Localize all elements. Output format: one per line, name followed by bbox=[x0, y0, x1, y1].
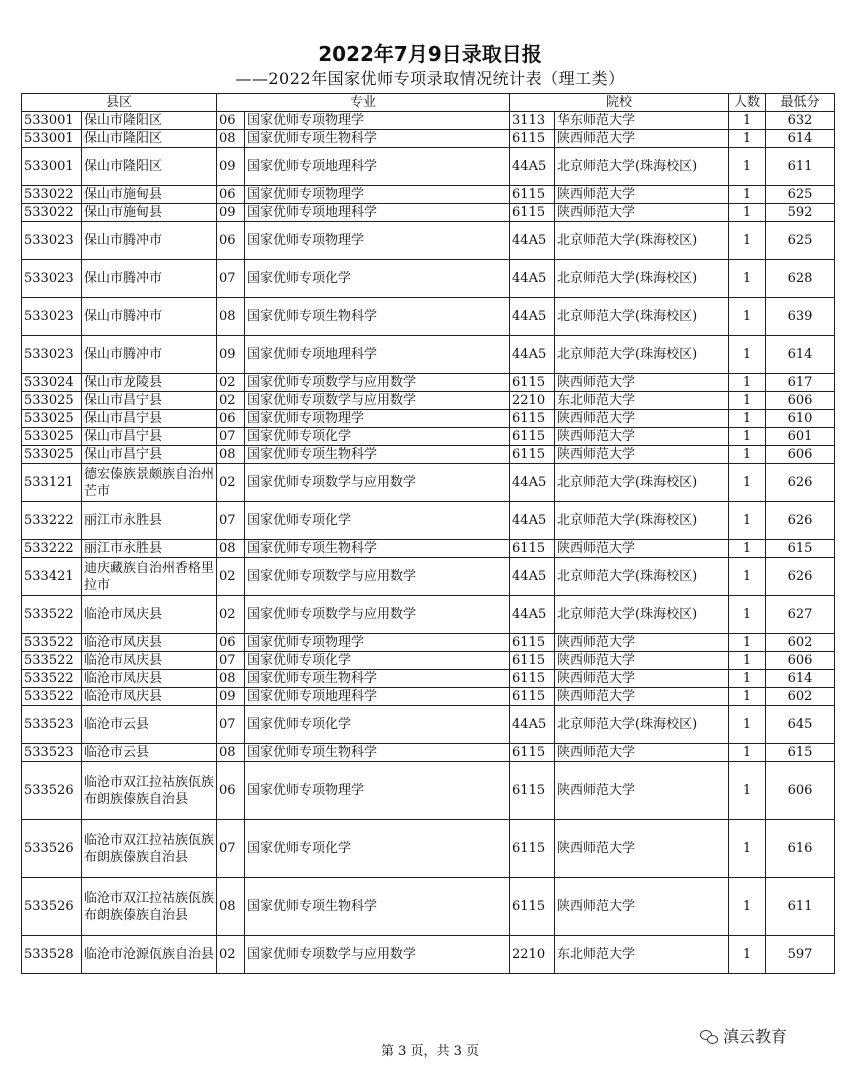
county-name-cell: 保山市昌宁县 bbox=[82, 446, 217, 464]
county-name-cell: 临沧市沧源佤族自治县 bbox=[82, 936, 217, 974]
major-name-cell: 国家优师专项物理学 bbox=[245, 634, 510, 652]
admitted-count-cell: 1 bbox=[729, 744, 766, 762]
county-name-cell: 临沧市凤庆县 bbox=[82, 652, 217, 670]
school-name-cell: 陕西师范大学 bbox=[555, 428, 729, 446]
major-code-cell: 09 bbox=[217, 148, 245, 186]
school-code-cell: 6115 bbox=[510, 186, 555, 204]
table-row bbox=[22, 936, 835, 974]
min-score-cell: 606 bbox=[766, 392, 835, 410]
min-score-cell: 615 bbox=[766, 744, 835, 762]
school-name-cell: 陕西师范大学 bbox=[555, 186, 729, 204]
county-name-cell: 保山市腾冲市 bbox=[82, 222, 217, 260]
county-code-cell: 533522 bbox=[22, 670, 82, 688]
table-row bbox=[22, 260, 835, 298]
county-code-cell: 533526 bbox=[22, 762, 82, 820]
admitted-count-cell: 1 bbox=[729, 464, 766, 502]
major-code-cell: 08 bbox=[217, 670, 245, 688]
school-code-cell: 6115 bbox=[510, 130, 555, 148]
table-row bbox=[22, 878, 835, 936]
major-code-cell: 02 bbox=[217, 596, 245, 634]
major-code-cell: 02 bbox=[217, 374, 245, 392]
county-name-cell: 保山市昌宁县 bbox=[82, 428, 217, 446]
major-code-cell: 07 bbox=[217, 652, 245, 670]
table-row bbox=[22, 820, 835, 878]
county-code-cell: 533024 bbox=[22, 374, 82, 392]
major-code-cell: 06 bbox=[217, 634, 245, 652]
min-score-cell: 628 bbox=[766, 260, 835, 298]
county-name-cell: 保山市施甸县 bbox=[82, 204, 217, 222]
admitted-count-cell: 1 bbox=[729, 392, 766, 410]
major-name-cell: 国家优师专项数学与应用数学 bbox=[245, 558, 510, 596]
table-row bbox=[22, 744, 835, 762]
major-name-cell: 国家优师专项数学与应用数学 bbox=[245, 374, 510, 392]
table-row bbox=[22, 336, 835, 374]
county-code-cell: 533523 bbox=[22, 706, 82, 744]
watermark-text: 滇云教育 bbox=[723, 1027, 788, 1046]
school-code-cell: 6115 bbox=[510, 540, 555, 558]
min-score-cell: 606 bbox=[766, 446, 835, 464]
admitted-count-cell: 1 bbox=[729, 260, 766, 298]
table-row bbox=[22, 204, 835, 222]
school-name-cell: 陕西师范大学 bbox=[555, 820, 729, 878]
major-name-cell: 国家优师专项生物科学 bbox=[245, 130, 510, 148]
min-score-cell: 625 bbox=[766, 186, 835, 204]
table-row bbox=[22, 298, 835, 336]
school-name-cell: 陕西师范大学 bbox=[555, 540, 729, 558]
county-name-cell: 保山市施甸县 bbox=[82, 186, 217, 204]
school-code-cell: 44A5 bbox=[510, 596, 555, 634]
admitted-count-cell: 1 bbox=[729, 374, 766, 392]
major-code-cell: 08 bbox=[217, 540, 245, 558]
account-watermark bbox=[700, 1024, 787, 1047]
column-header-school: 院校 bbox=[510, 94, 729, 112]
county-name-cell: 临沧市双江拉祜族佤族布朗族傣族自治县 bbox=[82, 820, 217, 878]
admitted-count-cell: 1 bbox=[729, 112, 766, 130]
school-name-cell: 华东师范大学 bbox=[555, 112, 729, 130]
county-name-cell: 临沧市凤庆县 bbox=[82, 634, 217, 652]
major-name-cell: 国家优师专项化学 bbox=[245, 652, 510, 670]
min-score-cell: 627 bbox=[766, 596, 835, 634]
major-name-cell: 国家优师专项物理学 bbox=[245, 112, 510, 130]
major-code-cell: 02 bbox=[217, 558, 245, 596]
min-score-cell: 597 bbox=[766, 936, 835, 974]
min-score-cell: 611 bbox=[766, 878, 835, 936]
major-code-cell: 07 bbox=[217, 260, 245, 298]
school-name-cell: 北京师范大学(珠海校区) bbox=[555, 148, 729, 186]
major-name-cell: 国家优师专项地理科学 bbox=[245, 148, 510, 186]
table-row bbox=[22, 428, 835, 446]
min-score-cell: 645 bbox=[766, 706, 835, 744]
major-code-cell: 06 bbox=[217, 762, 245, 820]
school-code-cell: 6115 bbox=[510, 634, 555, 652]
county-name-cell: 保山市腾冲市 bbox=[82, 260, 217, 298]
column-header-min-score: 最低分 bbox=[766, 94, 835, 112]
county-code-cell: 533528 bbox=[22, 936, 82, 974]
admitted-count-cell: 1 bbox=[729, 428, 766, 446]
county-name-cell: 临沧市凤庆县 bbox=[82, 596, 217, 634]
admitted-count-cell: 1 bbox=[729, 410, 766, 428]
school-name-cell: 北京师范大学(珠海校区) bbox=[555, 558, 729, 596]
min-score-cell: 606 bbox=[766, 652, 835, 670]
min-score-cell: 602 bbox=[766, 634, 835, 652]
county-name-cell: 临沧市云县 bbox=[82, 744, 217, 762]
admitted-count-cell: 1 bbox=[729, 336, 766, 374]
major-name-cell: 国家优师专项物理学 bbox=[245, 186, 510, 204]
school-code-cell: 44A5 bbox=[510, 464, 555, 502]
county-code-cell: 533421 bbox=[22, 558, 82, 596]
county-code-cell: 533526 bbox=[22, 878, 82, 936]
min-score-cell: 610 bbox=[766, 410, 835, 428]
major-name-cell: 国家优师专项生物科学 bbox=[245, 446, 510, 464]
major-code-cell: 09 bbox=[217, 688, 245, 706]
major-code-cell: 07 bbox=[217, 706, 245, 744]
table-row bbox=[22, 148, 835, 186]
wechat-icon bbox=[700, 1029, 718, 1043]
school-code-cell: 44A5 bbox=[510, 502, 555, 540]
min-score-cell: 616 bbox=[766, 820, 835, 878]
county-name-cell: 临沧市双江拉祜族佤族布朗族傣族自治县 bbox=[82, 878, 217, 936]
admission-table bbox=[21, 93, 835, 974]
school-code-cell: 6115 bbox=[510, 670, 555, 688]
table-row bbox=[22, 558, 835, 596]
admitted-count-cell: 1 bbox=[729, 148, 766, 186]
table-row bbox=[22, 670, 835, 688]
school-name-cell: 陕西师范大学 bbox=[555, 762, 729, 820]
admitted-count-cell: 1 bbox=[729, 540, 766, 558]
county-name-cell: 临沧市云县 bbox=[82, 706, 217, 744]
major-code-cell: 07 bbox=[217, 820, 245, 878]
county-code-cell: 533121 bbox=[22, 464, 82, 502]
major-name-cell: 国家优师专项地理科学 bbox=[245, 336, 510, 374]
admitted-count-cell: 1 bbox=[729, 762, 766, 820]
major-name-cell: 国家优师专项化学 bbox=[245, 502, 510, 540]
county-name-cell: 保山市隆阳区 bbox=[82, 148, 217, 186]
school-name-cell: 陕西师范大学 bbox=[555, 652, 729, 670]
table-row bbox=[22, 186, 835, 204]
county-name-cell: 临沧市凤庆县 bbox=[82, 670, 217, 688]
admitted-count-cell: 1 bbox=[729, 634, 766, 652]
county-name-cell: 德宏傣族景颇族自治州芒市 bbox=[82, 464, 217, 502]
county-code-cell: 533001 bbox=[22, 112, 82, 130]
county-name-cell: 保山市昌宁县 bbox=[82, 392, 217, 410]
major-name-cell: 国家优师专项生物科学 bbox=[245, 298, 510, 336]
min-score-cell: 592 bbox=[766, 204, 835, 222]
min-score-cell: 632 bbox=[766, 112, 835, 130]
min-score-cell: 611 bbox=[766, 148, 835, 186]
table-row bbox=[22, 540, 835, 558]
column-header-major: 专业 bbox=[217, 94, 510, 112]
major-name-cell: 国家优师专项数学与应用数学 bbox=[245, 464, 510, 502]
school-code-cell: 6115 bbox=[510, 410, 555, 428]
school-code-cell: 6115 bbox=[510, 446, 555, 464]
major-name-cell: 国家优师专项物理学 bbox=[245, 222, 510, 260]
school-name-cell: 陕西师范大学 bbox=[555, 878, 729, 936]
county-code-cell: 533023 bbox=[22, 336, 82, 374]
major-code-cell: 07 bbox=[217, 502, 245, 540]
table-row bbox=[22, 652, 835, 670]
major-code-cell: 08 bbox=[217, 298, 245, 336]
major-code-cell: 07 bbox=[217, 428, 245, 446]
min-score-cell: 614 bbox=[766, 336, 835, 374]
county-code-cell: 533523 bbox=[22, 744, 82, 762]
table-row bbox=[22, 464, 835, 502]
school-code-cell: 2210 bbox=[510, 392, 555, 410]
school-name-cell: 北京师范大学(珠海校区) bbox=[555, 298, 729, 336]
major-name-cell: 国家优师专项化学 bbox=[245, 706, 510, 744]
school-code-cell: 6115 bbox=[510, 762, 555, 820]
admitted-count-cell: 1 bbox=[729, 596, 766, 634]
major-code-cell: 02 bbox=[217, 464, 245, 502]
column-header-county: 县区 bbox=[22, 94, 217, 112]
admitted-count-cell: 1 bbox=[729, 204, 766, 222]
admitted-count-cell: 1 bbox=[729, 878, 766, 936]
school-code-cell: 6115 bbox=[510, 820, 555, 878]
county-name-cell: 保山市龙陵县 bbox=[82, 374, 217, 392]
county-name-cell: 丽江市永胜县 bbox=[82, 502, 217, 540]
school-name-cell: 北京师范大学(珠海校区) bbox=[555, 464, 729, 502]
county-name-cell: 保山市昌宁县 bbox=[82, 410, 217, 428]
school-code-cell: 2210 bbox=[510, 936, 555, 974]
school-code-cell: 6115 bbox=[510, 374, 555, 392]
table-row bbox=[22, 502, 835, 540]
major-code-cell: 08 bbox=[217, 744, 245, 762]
min-score-cell: 615 bbox=[766, 540, 835, 558]
county-code-cell: 533222 bbox=[22, 502, 82, 540]
min-score-cell: 606 bbox=[766, 762, 835, 820]
county-code-cell: 533025 bbox=[22, 410, 82, 428]
school-name-cell: 陕西师范大学 bbox=[555, 744, 729, 762]
school-name-cell: 北京师范大学(珠海校区) bbox=[555, 222, 729, 260]
school-code-cell: 3113 bbox=[510, 112, 555, 130]
min-score-cell: 602 bbox=[766, 688, 835, 706]
school-code-cell: 44A5 bbox=[510, 148, 555, 186]
school-code-cell: 6115 bbox=[510, 204, 555, 222]
major-code-cell: 06 bbox=[217, 186, 245, 204]
major-name-cell: 国家优师专项地理科学 bbox=[245, 204, 510, 222]
table-row bbox=[22, 634, 835, 652]
table-row bbox=[22, 374, 835, 392]
table-row bbox=[22, 706, 835, 744]
school-code-cell: 44A5 bbox=[510, 336, 555, 374]
county-name-cell: 保山市腾冲市 bbox=[82, 298, 217, 336]
county-name-cell: 临沧市双江拉祜族佤族布朗族傣族自治县 bbox=[82, 762, 217, 820]
page-subtitle: ——2022年国家优师专项录取情况统计表（理工类） bbox=[235, 69, 625, 88]
school-code-cell: 44A5 bbox=[510, 706, 555, 744]
table-row bbox=[22, 130, 835, 148]
major-code-cell: 08 bbox=[217, 446, 245, 464]
major-code-cell: 06 bbox=[217, 112, 245, 130]
school-code-cell: 44A5 bbox=[510, 298, 555, 336]
admitted-count-cell: 1 bbox=[729, 652, 766, 670]
column-header-count: 人数 bbox=[729, 94, 766, 112]
major-code-cell: 09 bbox=[217, 204, 245, 222]
table-row bbox=[22, 112, 835, 130]
table-header-row bbox=[22, 94, 835, 112]
school-name-cell: 陕西师范大学 bbox=[555, 374, 729, 392]
major-code-cell: 02 bbox=[217, 936, 245, 974]
min-score-cell: 639 bbox=[766, 298, 835, 336]
school-name-cell: 北京师范大学(珠海校区) bbox=[555, 336, 729, 374]
major-code-cell: 06 bbox=[217, 410, 245, 428]
major-name-cell: 国家优师专项数学与应用数学 bbox=[245, 936, 510, 974]
school-code-cell: 44A5 bbox=[510, 260, 555, 298]
school-code-cell: 44A5 bbox=[510, 222, 555, 260]
admitted-count-cell: 1 bbox=[729, 820, 766, 878]
county-code-cell: 533025 bbox=[22, 392, 82, 410]
county-code-cell: 533522 bbox=[22, 688, 82, 706]
school-name-cell: 陕西师范大学 bbox=[555, 670, 729, 688]
county-name-cell: 迪庆藏族自治州香格里拉市 bbox=[82, 558, 217, 596]
county-name-cell: 临沧市凤庆县 bbox=[82, 688, 217, 706]
county-code-cell: 533001 bbox=[22, 130, 82, 148]
min-score-cell: 626 bbox=[766, 558, 835, 596]
school-name-cell: 陕西师范大学 bbox=[555, 634, 729, 652]
county-code-cell: 533222 bbox=[22, 540, 82, 558]
county-code-cell: 533023 bbox=[22, 298, 82, 336]
county-code-cell: 533023 bbox=[22, 260, 82, 298]
page-footer: 第 3 页，共 3 页 bbox=[380, 1044, 480, 1059]
county-code-cell: 533522 bbox=[22, 652, 82, 670]
major-name-cell: 国家优师专项化学 bbox=[245, 260, 510, 298]
major-code-cell: 02 bbox=[217, 392, 245, 410]
school-name-cell: 陕西师范大学 bbox=[555, 446, 729, 464]
major-name-cell: 国家优师专项化学 bbox=[245, 820, 510, 878]
county-code-cell: 533022 bbox=[22, 204, 82, 222]
school-name-cell: 东北师范大学 bbox=[555, 936, 729, 974]
school-code-cell: 6115 bbox=[510, 688, 555, 706]
table-row bbox=[22, 762, 835, 820]
admitted-count-cell: 1 bbox=[729, 688, 766, 706]
school-code-cell: 6115 bbox=[510, 878, 555, 936]
major-name-cell: 国家优师专项数学与应用数学 bbox=[245, 596, 510, 634]
admitted-count-cell: 1 bbox=[729, 446, 766, 464]
major-code-cell: 09 bbox=[217, 336, 245, 374]
table-row bbox=[22, 392, 835, 410]
school-name-cell: 陕西师范大学 bbox=[555, 688, 729, 706]
school-name-cell: 北京师范大学(珠海校区) bbox=[555, 706, 729, 744]
min-score-cell: 625 bbox=[766, 222, 835, 260]
county-name-cell: 保山市隆阳区 bbox=[82, 112, 217, 130]
table-row bbox=[22, 222, 835, 260]
major-name-cell: 国家优师专项物理学 bbox=[245, 762, 510, 820]
admitted-count-cell: 1 bbox=[729, 558, 766, 596]
county-code-cell: 533023 bbox=[22, 222, 82, 260]
admitted-count-cell: 1 bbox=[729, 130, 766, 148]
county-code-cell: 533522 bbox=[22, 634, 82, 652]
major-code-cell: 06 bbox=[217, 222, 245, 260]
school-name-cell: 北京师范大学(珠海校区) bbox=[555, 260, 729, 298]
major-name-cell: 国家优师专项化学 bbox=[245, 428, 510, 446]
county-name-cell: 丽江市永胜县 bbox=[82, 540, 217, 558]
major-name-cell: 国家优师专项生物科学 bbox=[245, 670, 510, 688]
table-body bbox=[22, 112, 835, 974]
table-row bbox=[22, 410, 835, 428]
school-code-cell: 44A5 bbox=[510, 558, 555, 596]
major-name-cell: 国家优师专项生物科学 bbox=[245, 878, 510, 936]
min-score-cell: 614 bbox=[766, 130, 835, 148]
county-code-cell: 533522 bbox=[22, 596, 82, 634]
county-code-cell: 533001 bbox=[22, 148, 82, 186]
major-name-cell: 国家优师专项物理学 bbox=[245, 410, 510, 428]
county-code-cell: 533025 bbox=[22, 446, 82, 464]
major-name-cell: 国家优师专项数学与应用数学 bbox=[245, 392, 510, 410]
school-code-cell: 6115 bbox=[510, 744, 555, 762]
admitted-count-cell: 1 bbox=[729, 222, 766, 260]
table-row bbox=[22, 596, 835, 634]
county-name-cell: 保山市腾冲市 bbox=[82, 336, 217, 374]
school-code-cell: 6115 bbox=[510, 428, 555, 446]
admitted-count-cell: 1 bbox=[729, 502, 766, 540]
school-name-cell: 北京师范大学(珠海校区) bbox=[555, 596, 729, 634]
min-score-cell: 626 bbox=[766, 502, 835, 540]
major-code-cell: 08 bbox=[217, 130, 245, 148]
min-score-cell: 626 bbox=[766, 464, 835, 502]
admitted-count-cell: 1 bbox=[729, 670, 766, 688]
major-name-cell: 国家优师专项地理科学 bbox=[245, 688, 510, 706]
major-name-cell: 国家优师专项生物科学 bbox=[245, 540, 510, 558]
admitted-count-cell: 1 bbox=[729, 706, 766, 744]
school-name-cell: 北京师范大学(珠海校区) bbox=[555, 502, 729, 540]
table-row bbox=[22, 446, 835, 464]
county-code-cell: 533022 bbox=[22, 186, 82, 204]
school-code-cell: 6115 bbox=[510, 652, 555, 670]
county-code-cell: 533526 bbox=[22, 820, 82, 878]
admitted-count-cell: 1 bbox=[729, 298, 766, 336]
table-row bbox=[22, 688, 835, 706]
admitted-count-cell: 1 bbox=[729, 186, 766, 204]
major-code-cell: 08 bbox=[217, 878, 245, 936]
min-score-cell: 601 bbox=[766, 428, 835, 446]
school-name-cell: 陕西师范大学 bbox=[555, 130, 729, 148]
min-score-cell: 617 bbox=[766, 374, 835, 392]
county-name-cell: 保山市隆阳区 bbox=[82, 130, 217, 148]
school-name-cell: 陕西师范大学 bbox=[555, 204, 729, 222]
min-score-cell: 614 bbox=[766, 670, 835, 688]
page-title: 2022年7月9日录取日报 bbox=[318, 42, 542, 66]
major-name-cell: 国家优师专项生物科学 bbox=[245, 744, 510, 762]
county-code-cell: 533025 bbox=[22, 428, 82, 446]
school-name-cell: 东北师范大学 bbox=[555, 392, 729, 410]
school-name-cell: 陕西师范大学 bbox=[555, 410, 729, 428]
admitted-count-cell: 1 bbox=[729, 936, 766, 974]
